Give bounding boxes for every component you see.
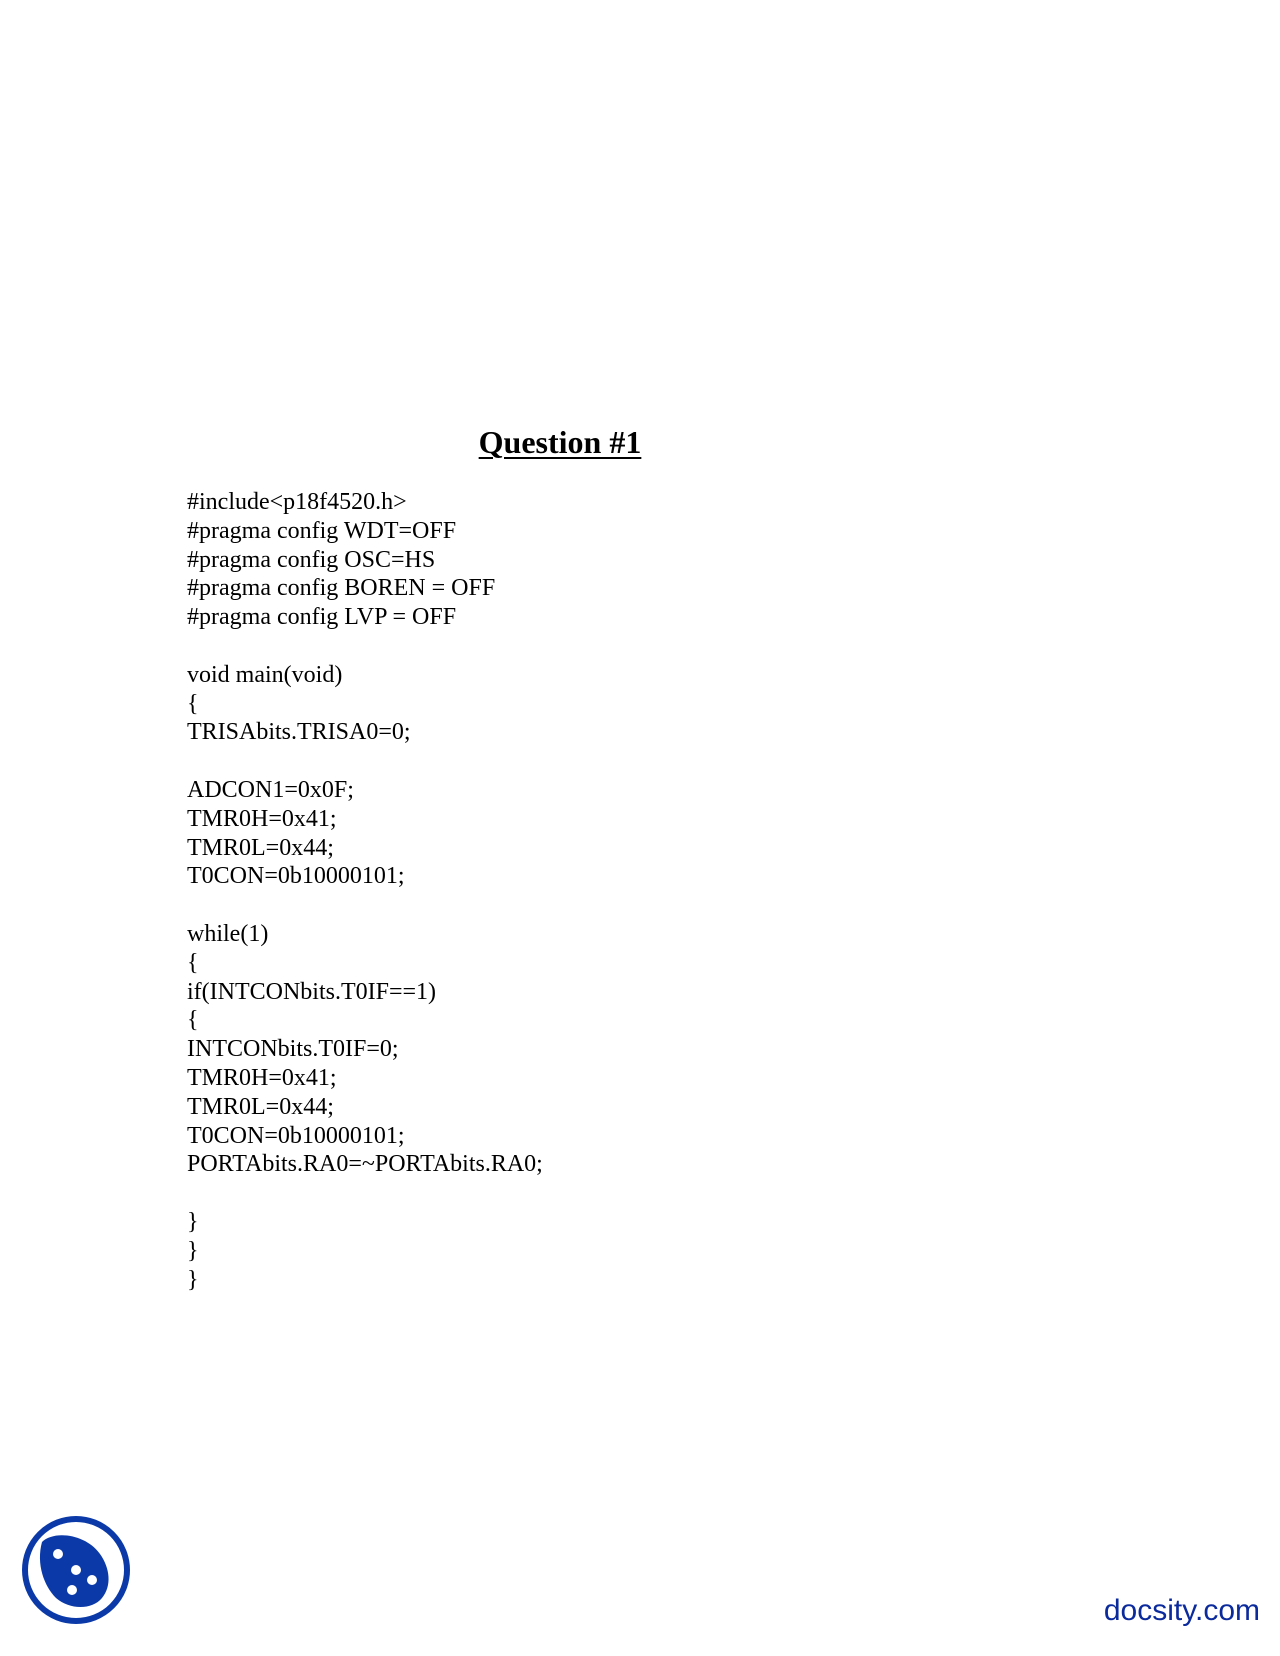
code-line: { <box>187 1007 199 1034</box>
code-line: TRISAbits.TRISA0=0; <box>187 719 411 746</box>
code-line: TMR0L=0x44; <box>187 1093 334 1120</box>
docsity-logo-icon[interactable] <box>20 1514 132 1626</box>
code-line: { <box>187 690 199 717</box>
code-line: INTCONbits.T0IF=0; <box>187 1036 399 1063</box>
code-line: } <box>187 1237 199 1264</box>
code-line: } <box>187 1208 199 1235</box>
code-line: #pragma config WDT=OFF <box>187 517 457 544</box>
docsity-brand-link[interactable]: docsity.com <box>1103 1594 1260 1627</box>
code-blank-line <box>187 747 543 776</box>
code-line: TMR0H=0x41; <box>187 805 337 832</box>
code-line: TMR0L=0x44; <box>187 834 334 861</box>
code-line: PORTAbits.RA0=~PORTAbits.RA0; <box>187 1151 543 1178</box>
code-line: { <box>187 949 199 976</box>
code-line: #include<p18f4520.h> <box>187 489 407 515</box>
code-block <box>187 488 543 1294</box>
code-line: if(INTCONbits.T0IF==1) <box>187 978 437 1005</box>
code-line: #pragma config OSC=HS <box>187 546 436 573</box>
code-blank-line <box>187 632 543 661</box>
code-blank-line <box>187 891 543 920</box>
code-line: #pragma config BOREN = OFF <box>187 575 496 602</box>
page-title: Question #1 <box>478 424 642 460</box>
code-blank-line <box>187 1179 543 1208</box>
code-line: while(1) <box>187 920 269 947</box>
code-line: TMR0H=0x41; <box>187 1064 337 1091</box>
code-line: T0CON=0b10000101; <box>187 863 405 890</box>
code-line: ADCON1=0x0F; <box>187 776 354 803</box>
code-line: } <box>187 1266 199 1293</box>
code-line: #pragma config LVP = OFF <box>187 604 457 631</box>
code-line: T0CON=0b10000101; <box>187 1122 405 1149</box>
code-line: void main(void) <box>187 661 343 688</box>
